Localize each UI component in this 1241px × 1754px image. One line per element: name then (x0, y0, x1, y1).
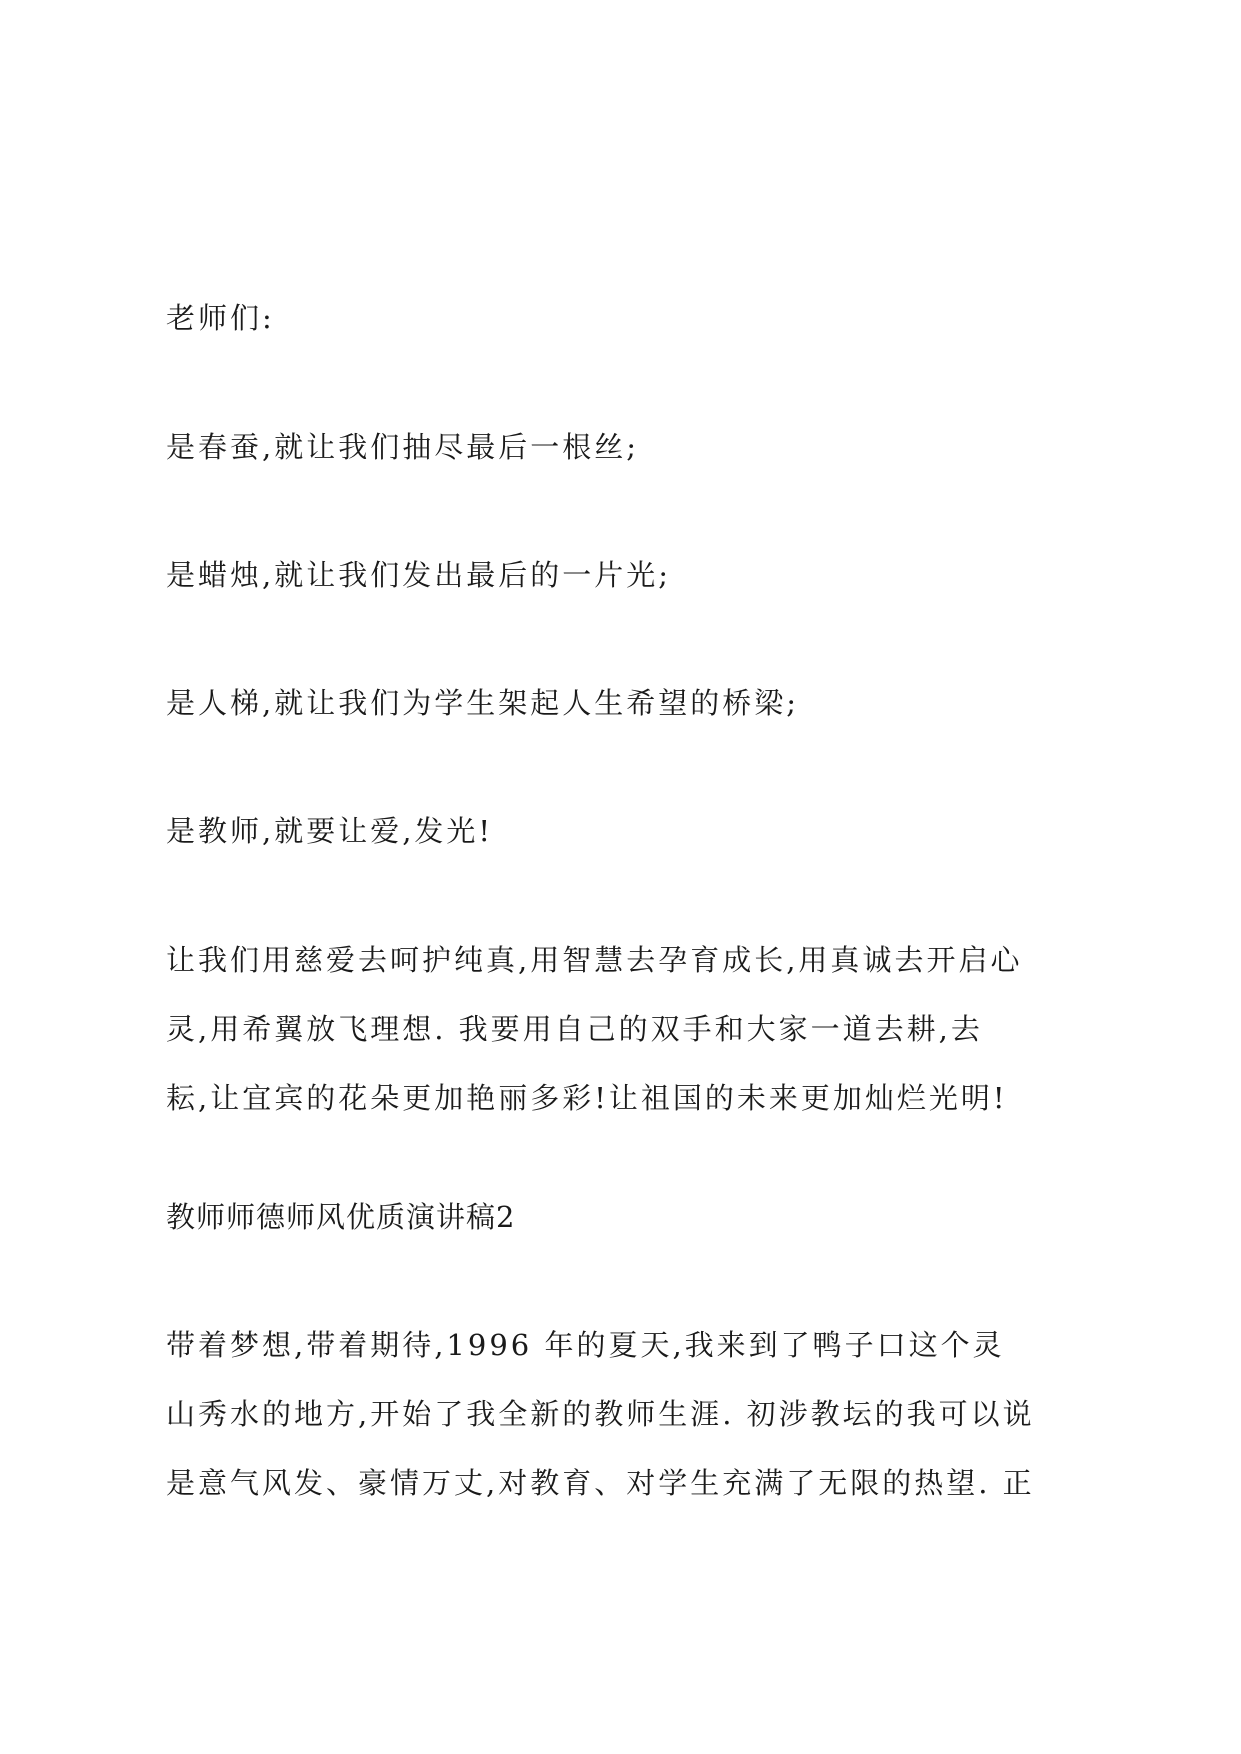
stanza-line: 是春蚕,就让我们抽尽最后一根丝; (166, 430, 639, 464)
stanza-line: 是教师,就要让爱,发光! (166, 814, 494, 848)
section-title: 教师师德师风优质演讲稿2 (166, 1200, 516, 1234)
stanza-line: 是蜡烛,就让我们发出最后的一片光; (166, 558, 671, 592)
salutation: 老师们: (166, 301, 275, 335)
paragraph-line: 带着梦想,带着期待,1996 年的夏天,我来到了鸭子口这个灵 (166, 1328, 1005, 1362)
paragraph-line: 是意气风发、豪情万丈,对教育、对学生充满了无限的热望. 正 (166, 1466, 1035, 1500)
paragraph-line: 灵,用希翼放飞理想. 我要用自己的双手和大家一道去耕,去 (166, 1012, 983, 1046)
paragraph-line: 山秀水的地方,开始了我全新的教师生涯. 初涉教坛的我可以说 (166, 1397, 1035, 1431)
paragraph-line: 让我们用慈爱去呵护纯真,用智慧去孕育成长,用真诚去开启心 (166, 943, 1023, 977)
stanza-line: 是人梯,就让我们为学生架起人生希望的桥梁; (166, 686, 799, 720)
paragraph-line: 耘,让宜宾的花朵更加艳丽多彩!让祖国的未来更加灿烂光明! (166, 1081, 1008, 1115)
